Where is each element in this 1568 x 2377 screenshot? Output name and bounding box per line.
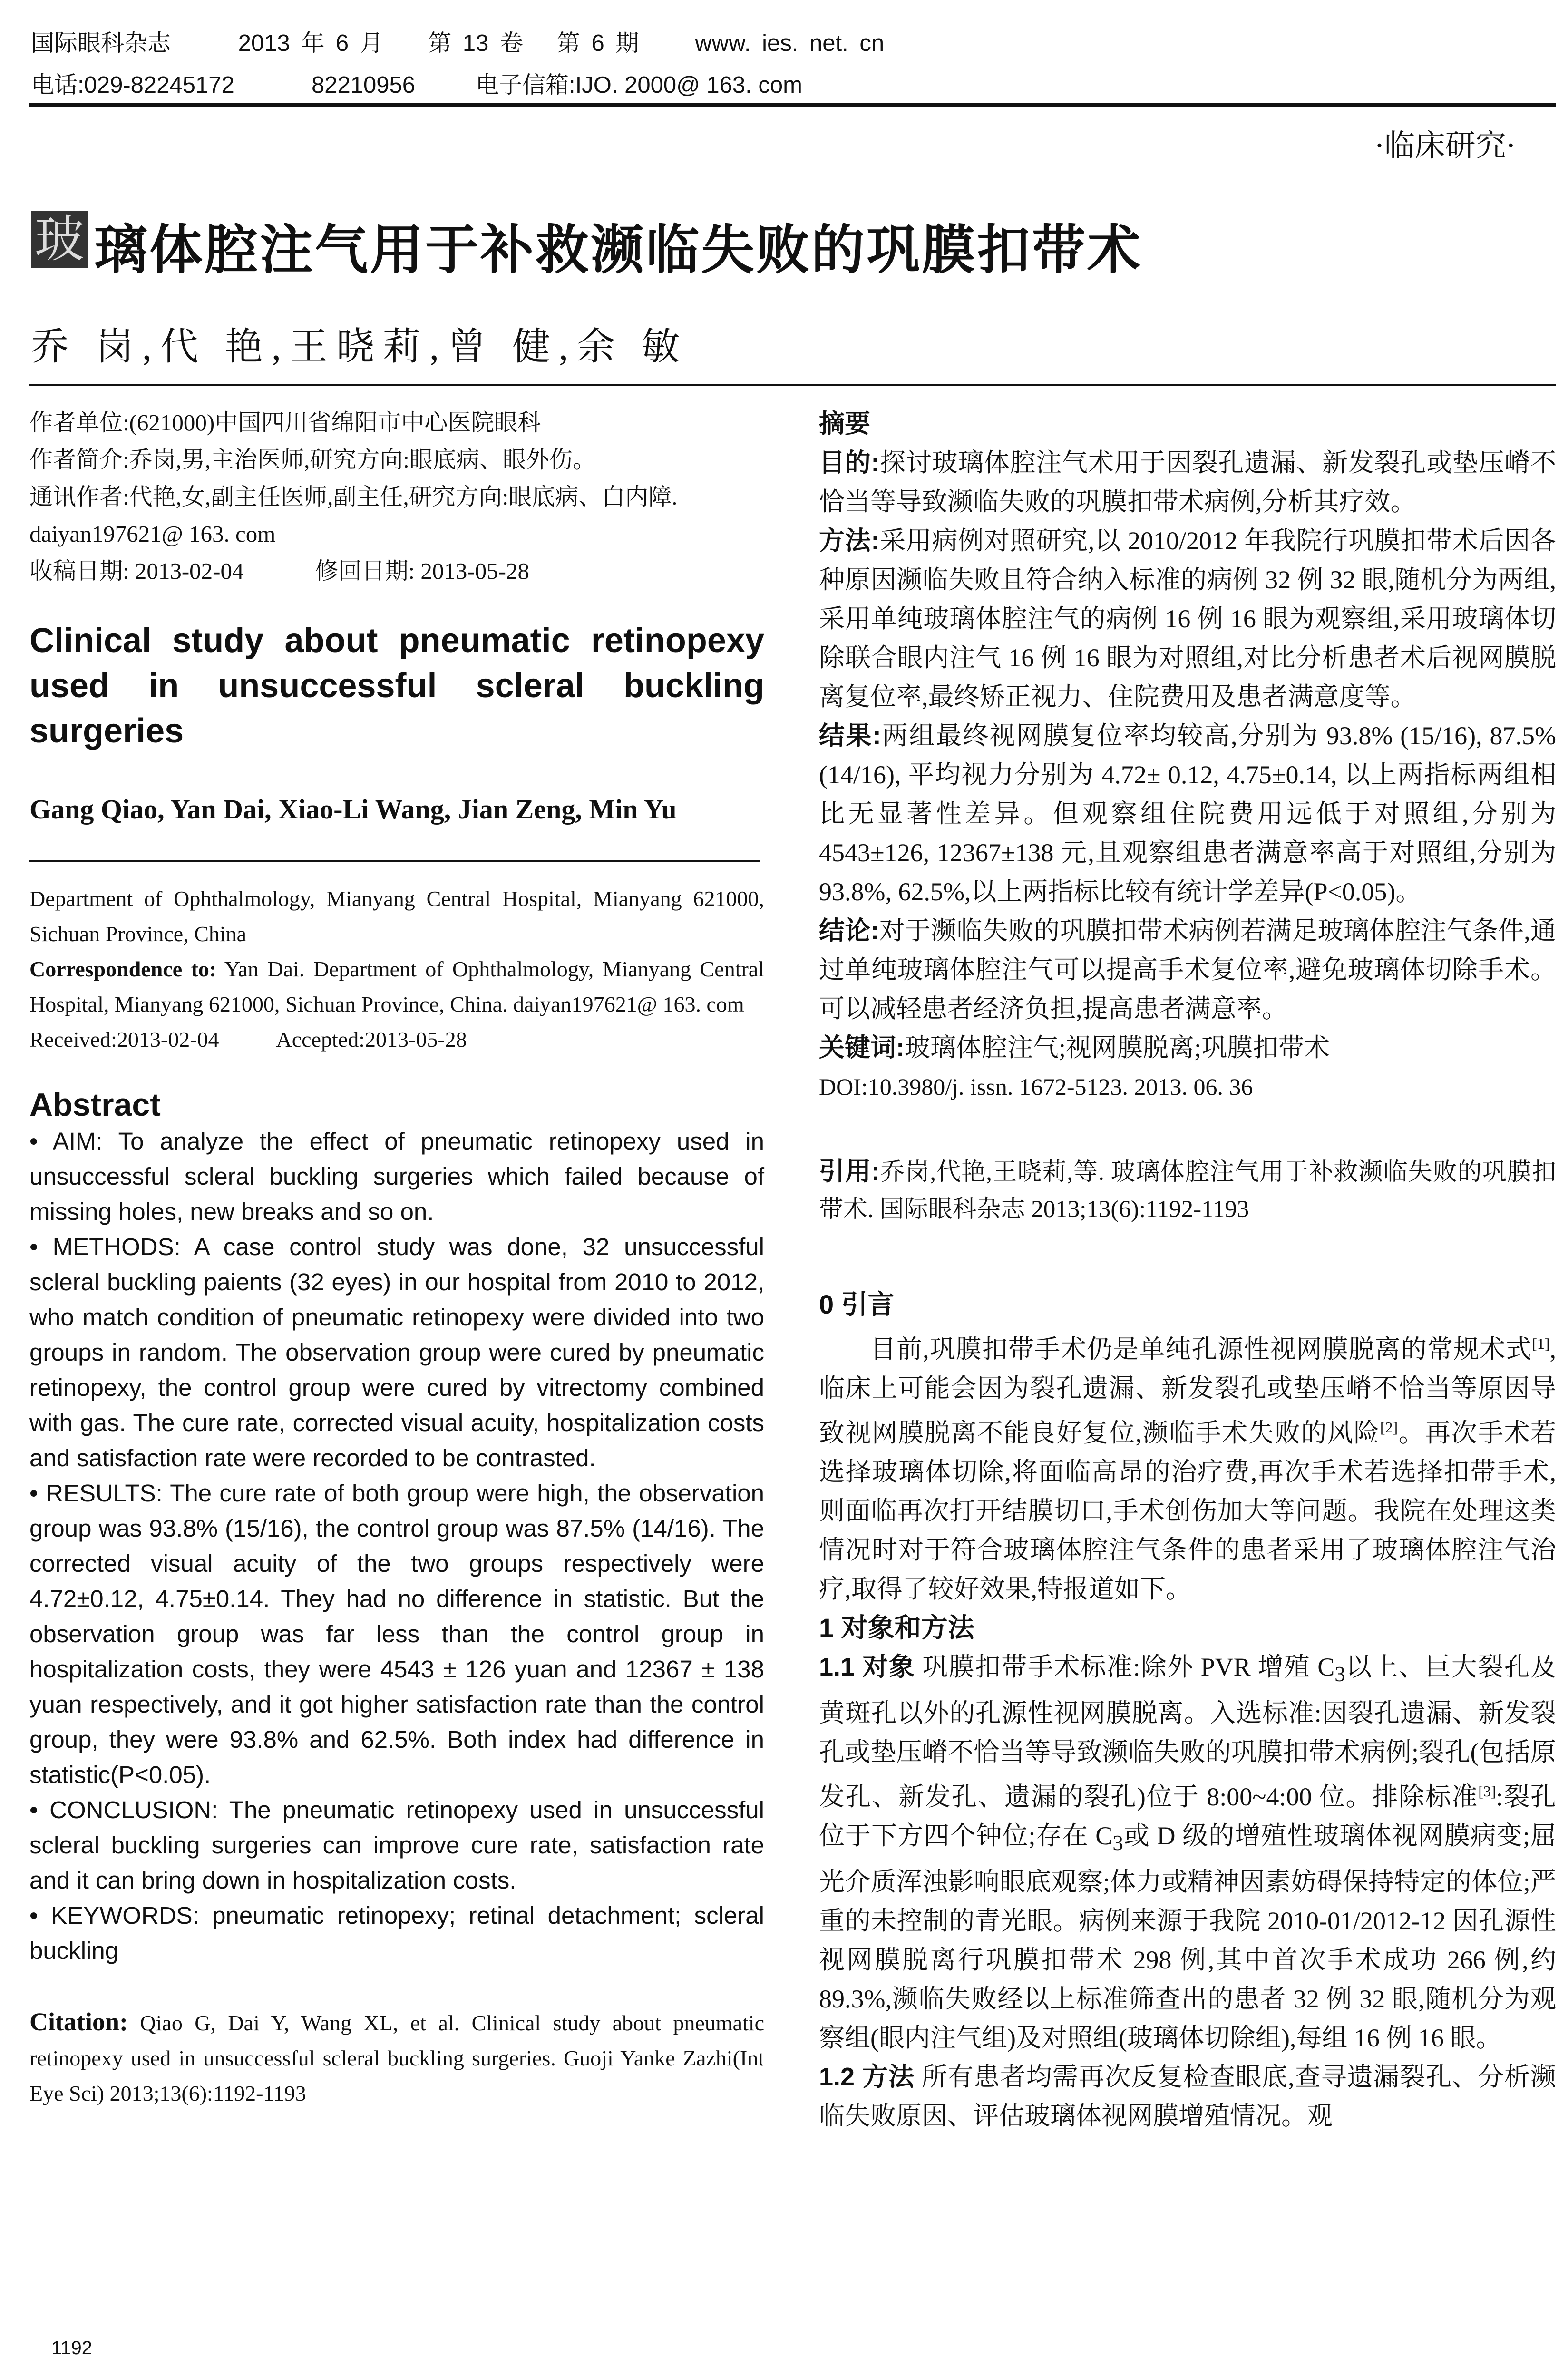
title-initial: 玻 xyxy=(31,211,88,268)
article-title: 璃体腔注气用于补救濒临失败的巩膜扣带术 xyxy=(94,220,1142,280)
citation-label-cn: 引用: xyxy=(819,1157,880,1186)
methods-label-cn: 方法: xyxy=(819,526,880,555)
intro-heading: 0 引言 xyxy=(819,1289,895,1319)
abstract-methods-cn xyxy=(819,521,1556,716)
correspondence-en xyxy=(29,952,764,1022)
abstract-conclusion-en: • CONCLUSION: The pneumatic retinopexy used in unsuccessful scleral buckling surgeries can improve cure rate, satisfaction rate and it can bring down in hospitalization costs. xyxy=(29,1796,764,1894)
abstract-results-en: • RESULTS: The cure rate of both group were high, the observation group was 93.8% (15/16), the control group was 87.5% (14/16). The corrected visual acuity of the two groups respectively were 4.72±0.12, 4.75±0.14. They had no difference in statistic. But the observation group was far less than the control group in hospitalization costs, they were 4543 ± 126 yuan and 12367 ± 138 yuan respectively, and it got higher satisfaction rate than the control group, they were 93.8% and 62.5%. Both index had difference in statistic(P<0.05). xyxy=(29,1480,764,1788)
subscript-3: 3 xyxy=(1334,1662,1345,1686)
abstract-methods-en: • METHODS: A case control study was done, 32 unsuccessful scleral buckling paients (32 eyes) in our hospital from 2010 to 2012, who match condition of pneumatic retinopexy were divided into two groups in random. The observation group were cured by pneumatic retinopexy, the control group were cured by vitrectomy combined with gas. The cure rate, corrected visual acuity, hospitalization costs and satisfaction rate were recorded to be contrasted. xyxy=(29,1233,764,1471)
abstract-heading-cn: 摘要 xyxy=(819,409,870,438)
conclusion-label-cn: 结论: xyxy=(819,916,879,945)
results-text-cn: 两组最终视网膜复位率均较高,分别为 93.8% (15/16), 87.5% (14/16), 平均视力分别为 4.72± 0.12, 4.75±0.14, 以上两指标两组相比无显著性差异。但观察组住院费用远低于对照组,分别为 4543±126, 12367±138 元,且观察组患者满意率高于对照组,分别为 93.8%, 62.5%,以上两指标比较有统计学差异(P<0.05)。 xyxy=(819,721,1556,906)
method-text: 所有患者均需再次反复检查眼底,查寻遗漏裂孔、分析濒临失败原因、评估玻璃体视网膜增殖情况。观 xyxy=(819,2062,1556,2130)
citation-text-cn: 乔岗,代艳,王晓莉,等. 玻璃体腔注气用于补救濒临失败的巩膜扣带术. 国际眼科杂志 2013;13(6):1192-1193 xyxy=(819,1159,1556,1223)
authors-rule xyxy=(29,860,760,862)
subjects-part-d: 或 D 级的增殖性玻璃体视网膜病变;屈光介质浑浊影响眼底观察;体力或精神因素妨碍保持特定的体位;严重的未控制的青光眼。病例来源于我院 2010-01/2012-12 因孔源性视网膜脱离行巩膜扣带术 298 例,其中首次手术成功 266 例,约 89.3%,濒临失败经以上标准筛查出的患者 32 例 32 眼,随机分为观察组(眼内注气组)及对照组(玻璃体切除组),每组 16 例 16 眼。 xyxy=(819,1821,1556,2052)
contact-header xyxy=(31,67,802,100)
methods-heading: 1 对象和方法 xyxy=(819,1613,974,1643)
issue-number: 第 6 期 xyxy=(556,30,639,56)
abstract-heading-en: Abstract xyxy=(29,1087,161,1123)
results-label-cn: 结果: xyxy=(819,721,881,750)
header-rule xyxy=(29,103,1556,107)
abstract-results-cn xyxy=(819,716,1556,911)
intro-paragraph xyxy=(819,1324,1556,1608)
title-en: Clinical study about pneumatic retinopexy used in unsuccessful scleral buckling surgeries xyxy=(29,622,764,750)
ref-1: [1] xyxy=(1532,1335,1550,1352)
intro-part-a: 目前,巩膜扣带手术仍是单纯孔源性视网膜脱离的常规术式 xyxy=(870,1335,1532,1364)
keywords-cn xyxy=(819,1028,1556,1067)
methods-text-cn: 采用病例对照研究,以 2010/2012 年我院行巩膜扣带术后因各种原因濒临失败且符合纳入标准的病例 32 例 32 眼,随机分为两组,采用单纯玻璃体腔注气的病例 16 例 16 眼为观察组,采用玻璃体切除联合眼内注气 16 例 16 眼为对照组,对比分析患者术后视网膜脱离复位率,最终矫正视力、住院费用及患者满意度等。 xyxy=(819,526,1556,711)
received-en: Received:2013-02-04 xyxy=(29,1027,219,1052)
keywords-label-cn: 关键词: xyxy=(819,1033,905,1062)
page-number: 1192 xyxy=(51,2338,93,2358)
abstract-conclusion-cn xyxy=(819,911,1556,1028)
citation-en xyxy=(29,2004,764,2111)
correspondence-cn: 通讯作者:代艳,女,副主任医师,副主任,研究方向:眼底病、白内障. daiyan197621@ 163. com xyxy=(29,484,678,547)
keywords-text-cn: 玻璃体腔注气;视网膜脱离;巩膜扣带术 xyxy=(904,1033,1330,1062)
dates-cn xyxy=(29,553,764,590)
doi: DOI:10.3980/j. issn. 1672-5123. 2013. 06. 36 xyxy=(819,1073,1253,1100)
revised-cn: 修回日期: 2013-05-28 xyxy=(315,558,529,584)
keywords-en: • KEYWORDS: pneumatic retinopexy; retinal detachment; scleral buckling xyxy=(29,1902,764,1964)
running-header xyxy=(31,25,884,58)
authors-en: Gang Qiao, Yan Dai, Xiao-Li Wang, Jian Zeng, Min Yu xyxy=(29,794,677,825)
citation-label: Citation: xyxy=(29,2007,128,2036)
intro-part-b: ,临床上可能会因为裂孔遗漏、新发裂孔或垫压嵴不恰当等原因导致视网膜脱离不能良好复位,濒临手术失败的风险 xyxy=(819,1335,1556,1447)
method-label: 1.2 方法 xyxy=(819,2062,915,2091)
accepted-en: Accepted:2013-05-28 xyxy=(276,1027,467,1052)
subjects-part-a: 巩膜扣带手术标准:除外 PVR 增殖 C xyxy=(915,1653,1335,1681)
citation-text: Qiao G, Dai Y, Wang XL, et al. Clinical study about pneumatic retinopexy used in unsuccessful scleral buckling surgeries. Guoji Yanke Zazhi(Int Eye Sci) 2013;13(6):1192-1193 xyxy=(29,2011,764,2105)
author-intro-cn: 作者简介:乔岗,男,主治医师,研究方向:眼底病、眼外伤。 xyxy=(29,447,596,473)
aim-label-cn: 目的: xyxy=(819,448,880,477)
abstract-aim-en: • AIM: To analyze the effect of pneumatic retinopexy used in unsuccessful scleral buckling surgeries which failed because of missing holes, new breaks and so on. xyxy=(29,1128,764,1225)
email: 电子信箱:IJO. 2000@ 163. com xyxy=(476,72,802,98)
ref-3: [3] xyxy=(1478,1782,1496,1800)
dates-en xyxy=(29,1022,764,1057)
journal-name: 国际眼科杂志 xyxy=(31,30,171,56)
abstract-aim-cn xyxy=(819,443,1556,521)
aim-text-cn: 探讨玻璃体腔注气术用于因裂孔遗漏、新发裂孔或垫压嵴不恰当等导致濒临失败的巩膜扣带术病例,分析其疗效。 xyxy=(819,448,1557,516)
subjects-part-c: :裂孔位于下方四个钟位;存在 C xyxy=(819,1782,1556,1850)
correspondence-label: Correspondence to: xyxy=(29,957,217,981)
affiliation-en: Department of Ophthalmology, Mianyang Central Hospital, Mianyang 621000, Sichuan Province, China xyxy=(29,887,764,946)
website: www. ies. net. cn xyxy=(695,30,885,56)
received-cn: 收稿日期: 2013-02-04 xyxy=(29,558,244,584)
intro-part-c: 。再次手术若选择玻璃体切除,将面临高昂的治疗费,再次手术若选择扣带手术,则面临再次打开结膜切口,手术创伤加大等问题。我院在处理这类情况时对于符合玻璃体腔注气条件的患者采用了玻璃体腔注气治疗,取得了较好效果,特报道如下。 xyxy=(819,1419,1557,1603)
conclusion-text-cn: 对于濒临失败的巩膜扣带术病例若满足玻璃体腔注气条件,通过单纯玻璃体腔注气可以提高手术复位率,避免玻璃体切除手术。可以减轻患者经济负担,提高患者满意率。 xyxy=(819,916,1557,1023)
subjects-part-b: 以上、巨大裂孔及黄斑孔以外的孔源性视网膜脱离。入选标准:因裂孔遗漏、新发裂孔或垫压嵴不恰当等导致濒临失败的巩膜扣带术病例;裂孔(包括原发孔、新发孔、遗漏的裂孔)位于 8:00~4:00 位。排除标准 xyxy=(819,1653,1557,1811)
left-column xyxy=(29,404,764,2111)
issue-date: 2013 年 6 月 xyxy=(238,30,383,56)
correspondence-text: Yan Dai. Department of Ophthalmology, Mianyang Central Hospital, Mianyang 621000, Sichuan Province, China. daiyan197621@ 163. com xyxy=(29,957,764,1016)
title-rule xyxy=(29,384,1556,386)
phone2: 82210956 xyxy=(312,72,416,98)
section-label: ·临床研究· xyxy=(1374,128,1516,164)
citation-cn xyxy=(819,1153,1556,1228)
subjects-paragraph xyxy=(819,1647,1556,2057)
affiliation-cn: 作者单位:(621000)中国四川省绵阳市中心医院眼科 xyxy=(29,409,541,436)
ref-2: [2] xyxy=(1380,1419,1398,1436)
method-paragraph xyxy=(819,2057,1556,2135)
subscript-3b: 3 xyxy=(1112,1831,1123,1855)
authors-cn: 乔 岗,代 艳,王晓莉,曾 健,余 敏 xyxy=(31,326,688,368)
volume: 第 13 卷 xyxy=(428,30,524,56)
phone: 电话:029-82245172 xyxy=(31,72,234,98)
subjects-label: 1.1 对象 xyxy=(819,1653,915,1681)
right-column xyxy=(819,404,1556,2135)
